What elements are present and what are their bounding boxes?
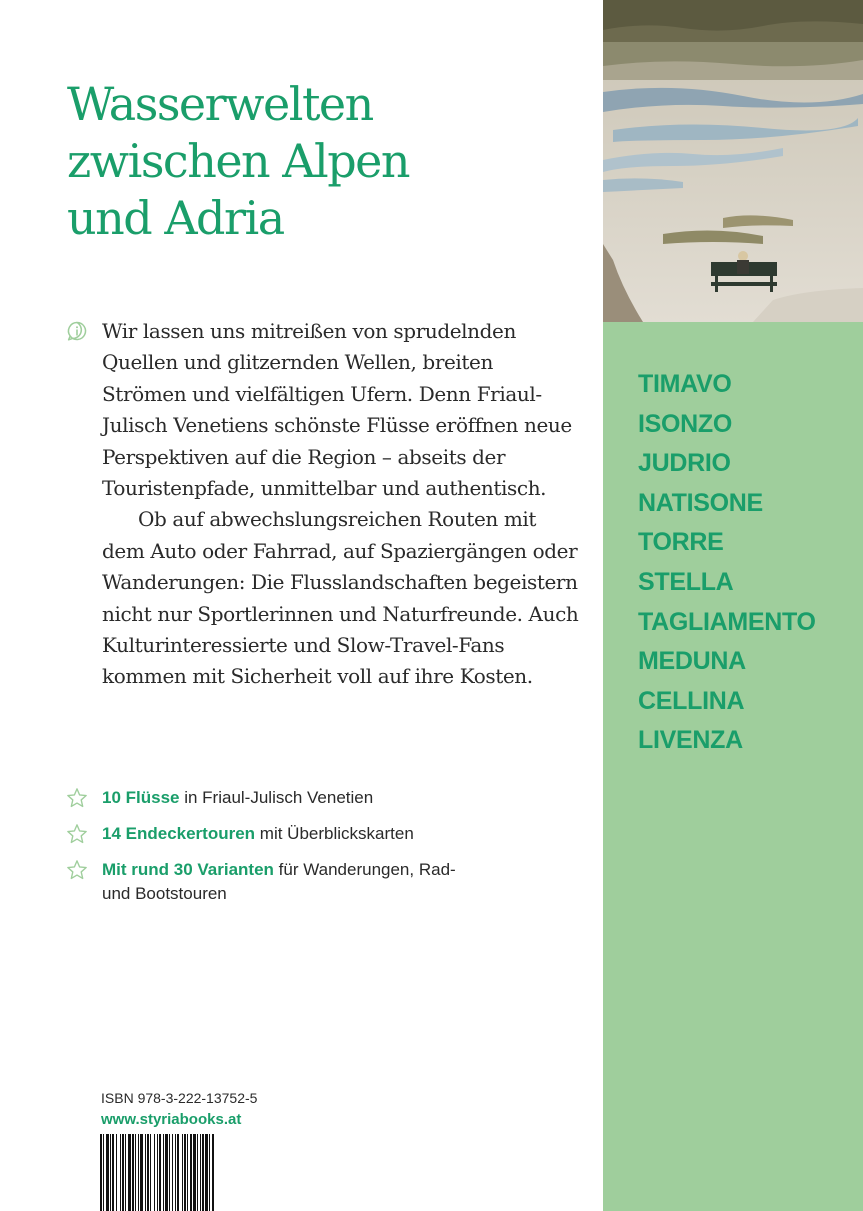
description-paragraph-1: Wir lassen uns mitreißen von sprudelnden Quellen und glitzernden Wellen, breiten Strömen und vielfältigen Ufern. Denn Friaul-Julisch Venetiens schönste Flüsse eröffnen neue Perspektiven auf die Region – abseits der Touristenpfade, unmittelbar und authentisch. xyxy=(102,319,572,501)
title-line-1: Wasserwelten xyxy=(67,77,373,131)
page-title xyxy=(67,76,409,247)
river-item: TORRE xyxy=(638,528,724,557)
feature-highlight: 14 Endeckertouren xyxy=(102,824,256,843)
feature-list xyxy=(66,786,586,918)
star-outline-icon xyxy=(66,823,88,845)
star-outline-icon xyxy=(66,787,88,809)
river-item: STELLA xyxy=(638,567,734,596)
feature-item xyxy=(66,786,586,810)
feature-item xyxy=(66,858,482,906)
barcode xyxy=(100,1134,254,1211)
river-item: LIVENZA xyxy=(638,726,743,755)
title-line-2: zwischen Alpen xyxy=(67,134,410,188)
river-item: TIMAVO xyxy=(638,370,732,398)
river-item: ISONZO xyxy=(638,409,733,438)
feature-item xyxy=(66,822,586,846)
feature-highlight: Mit rund 30 Varianten xyxy=(102,860,274,879)
feature-text: in Friaul-Julisch Venetien xyxy=(179,788,374,807)
star-outline-icon xyxy=(66,859,88,881)
river-list xyxy=(638,365,816,761)
river-item: JUDRIO xyxy=(638,449,731,478)
river-landscape-photo xyxy=(603,0,863,322)
isbn-number: ISBN 978-3-222-13752-5 xyxy=(101,1090,258,1106)
feature-text: mit Überblickskarten xyxy=(255,824,414,843)
title-line-3: und Adria xyxy=(67,191,284,245)
river-panel xyxy=(603,0,863,1211)
river-item: CELLINA xyxy=(638,686,745,715)
river-item: TAGLIAMENTO xyxy=(638,607,816,636)
description-text xyxy=(102,316,582,693)
feature-highlight: 10 Flüsse xyxy=(102,788,180,807)
publisher-website-link[interactable]: www.styriabooks.at xyxy=(101,1111,242,1128)
info-bubble-icon xyxy=(66,320,88,342)
feature-text: für Wanderungen, Rad- und Bootstouren xyxy=(102,860,456,903)
river-item: NATISONE xyxy=(638,488,763,517)
river-item: MEDUNA xyxy=(638,647,746,676)
description-paragraph-2: Ob auf abwechslungsreichen Routen mit dem Auto oder Fahrrad, auf Spaziergängen oder Wanderungen: Die Flusslandschaften begeistern nicht nur Sportlerinnen und Naturfreunde. Auch Kulturinteressierte und Slow-Travel-Fans kommen mit Sicherheit voll auf ihre Kosten. xyxy=(102,507,579,689)
